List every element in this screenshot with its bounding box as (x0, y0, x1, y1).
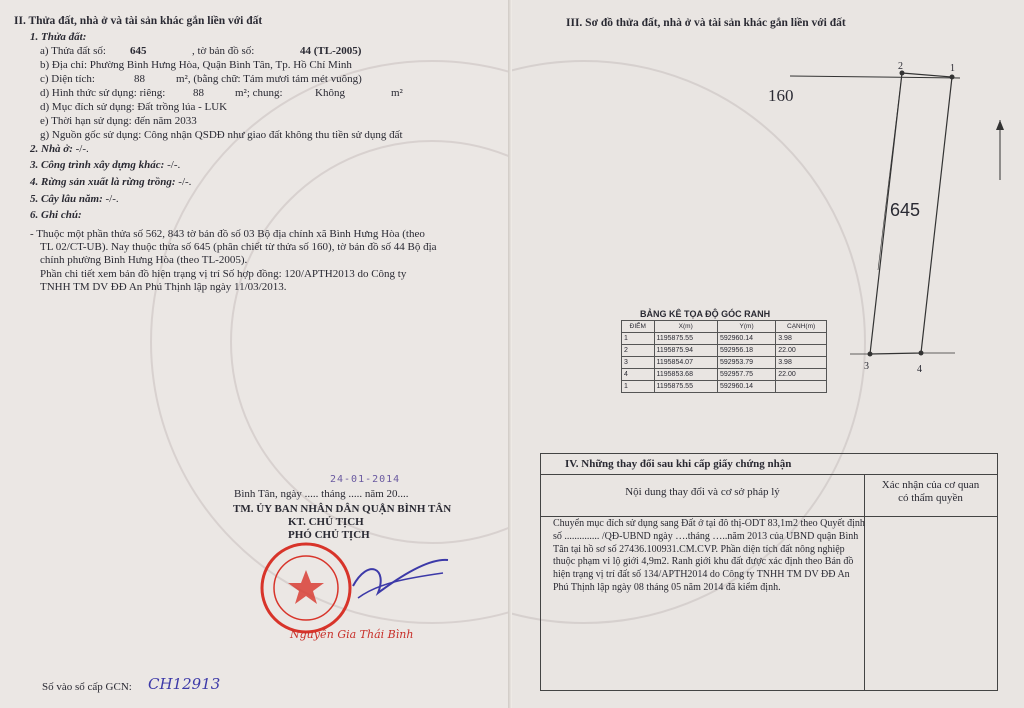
cell-edge: 22.00 (776, 345, 827, 357)
cell: 1195854.07 (654, 357, 717, 369)
cell: 1 (622, 381, 655, 393)
address: b) Địa chỉ: Phường Bình Hưng Hòa, Quận Bình Tân, Tp. Hồ Chí Minh (40, 59, 352, 71)
heading-house: 2. Nhà ở: -/-. (30, 143, 89, 155)
cell: 3 (622, 357, 655, 369)
coordinate-table-title: BẢNG KÊ TỌA ĐỘ GÓC RANH (640, 309, 771, 319)
sheet-number: 44 (TL-2005) (300, 45, 362, 57)
cell-edge: 3.98 (776, 333, 827, 345)
cell-edge: 22.00 (776, 369, 827, 381)
table-row (622, 381, 827, 393)
cell: 1 (622, 333, 655, 345)
usage-common-value: Không (315, 87, 345, 99)
cell: 592956.18 (717, 345, 775, 357)
parcel-number: 645 (130, 45, 147, 57)
signatory-org: TM. ỦY BAN NHÂN DÂN QUẬN BÌNH TÂN (233, 503, 452, 515)
cell-edge: 3.98 (776, 357, 827, 369)
area-value: 88 (134, 73, 145, 85)
heading-other-construction: 3. Công trình xây dựng khác: -/-. (30, 159, 181, 171)
cell: 1195875.55 (654, 333, 717, 345)
col-content-header: Nội dung thay đổi và cơ sở pháp lý (625, 486, 780, 498)
cell: 1195875.55 (654, 381, 717, 393)
note-line-4: Phần chi tiết xem bản đồ hiện trạng vị trí Số hợp đồng: 120/APTH2013 do Công ty (40, 268, 407, 280)
usage-term: e) Thời hạn sử dụng: đến năm 2033 (40, 115, 197, 127)
usage-private-value: 88 (193, 87, 204, 99)
col-edge: CẠNH(m) (776, 321, 827, 333)
vertex-3-label: 3 (864, 361, 869, 372)
gcn-register-number: CH12913 (148, 675, 221, 693)
heading-land-parcel: 1. Thửa đất: (30, 31, 87, 43)
heading-perennial: 5. Cây lâu năm: -/-. (30, 193, 119, 205)
sheet-number-label: , tờ bản đồ số: (192, 45, 255, 57)
col-x: X(m) (654, 321, 717, 333)
note-line-3: chính phường Bình Hưng Hòa (theo TL-2005). (40, 254, 248, 266)
change-entry-text: Chuyển mục đích sử dụng sang Đất ở tại đô thị-ODT 83,1m2 theo Quyết định số .............. /QĐ-UBND ngày ….tháng …..năm 2013 của UBND quận Bình Tân tại hồ sơ số 27436.100931.CM.CVP. Phần diện tích đất nông nghiệp thuộc phạm vi lộ giới 4,9m2. Ranh giới khu đất được xác định theo Bản đồ hiện trạng vị trí đất số 134/APTH2014 do Công ty TNHH TM DV ĐĐ An Phú Thịnh lập ngày 08 tháng 05 năm 2014 đã kiểm định. (553, 518, 865, 593)
gcn-register-label: Số vào sổ cấp GCN: (42, 681, 132, 693)
stamped-date: 24-01-2014 (330, 474, 401, 485)
table-header-row (622, 321, 827, 333)
signatory-title: PHÓ CHỦ TỊCH (288, 529, 370, 541)
usage-purpose: d) Mục đích sử dụng: Đất trồng lúa - LUK (40, 101, 228, 113)
vertex-2-label: 2 (898, 61, 903, 72)
table-row (622, 369, 827, 381)
section-iv-title: IV. Những thay đổi sau khi cấp giấy chứng nhận (565, 458, 792, 470)
cell: 2 (622, 345, 655, 357)
cell: 592953.79 (717, 357, 775, 369)
cell: 592960.14 (717, 381, 775, 393)
parcel-645-label: 645 (890, 200, 921, 220)
coordinate-table (621, 320, 827, 393)
col-confirm-header-1: Xác nhận của cơ quan (881, 479, 980, 491)
usage-form-label: d) Hình thức sử dụng: riêng: (40, 87, 166, 99)
neighbor-parcel-160: 160 (768, 86, 794, 105)
changes-table (540, 453, 998, 691)
table-row (622, 357, 827, 369)
usage-origin: g) Nguồn gốc sử dụng: Công nhận QSDĐ như giao đất không thu tiền sử dụng đất (40, 129, 403, 141)
signer-name: Nguyễn Gia Thái Bình (290, 628, 414, 641)
note-line-2: TL 02/CT-UB). Nay thuộc thửa số 645 (phân chiết từ thửa số 160), tờ bản đồ số 44 Bộ địa (40, 241, 437, 253)
parcel-number-label: a) Thửa đất số: (40, 45, 106, 57)
section-iii-title: III. Sơ đồ thửa đất, nhà ở và tài sản khác gắn liền với đất (566, 17, 846, 29)
heading-forest: 4. Rừng sản xuất là rừng trồng: -/-. (30, 176, 192, 188)
cell: 1195853.68 (654, 369, 717, 381)
signatory-role: KT. CHỦ TỊCH (288, 516, 364, 528)
note-line-1: - Thuộc một phần thửa số 562, 843 tờ bản đồ số 03 Bộ địa chính xã Bình Hưng Hòa (theo (30, 228, 425, 240)
col-point: ĐIỂM (622, 321, 655, 333)
usage-common-label: m²; chung: (235, 87, 283, 99)
heading-notes: 6. Ghi chú: (30, 209, 82, 221)
cell: 4 (622, 369, 655, 381)
cell: 592960.14 (717, 333, 775, 345)
cell-edge-empty (776, 381, 827, 393)
cell: 1195875.94 (654, 345, 717, 357)
vertex-4-label: 4 (917, 364, 922, 375)
col-confirm-header-2: có thẩm quyền (898, 492, 963, 504)
vertex-1-label: 1 (950, 63, 955, 74)
col-y: Y(m) (717, 321, 775, 333)
table-row (622, 345, 827, 357)
section-ii-title: II. Thửa đất, nhà ở và tài sản khác gắn liền với đất (14, 15, 263, 27)
area-label: c) Diện tích: (40, 73, 95, 85)
usage-common-unit: m² (391, 87, 403, 99)
note-line-5: TNHH TM DV ĐĐ An Phú Thịnh lập ngày 11/03/2013. (40, 281, 287, 293)
cell: 592957.75 (717, 369, 775, 381)
table-row (622, 333, 827, 345)
date-line: Bình Tân, ngày ..... tháng ..... năm 20.... (234, 488, 409, 500)
area-unit-words: m², (bằng chữ: Tám mươi tám mét vuông) (176, 73, 362, 85)
